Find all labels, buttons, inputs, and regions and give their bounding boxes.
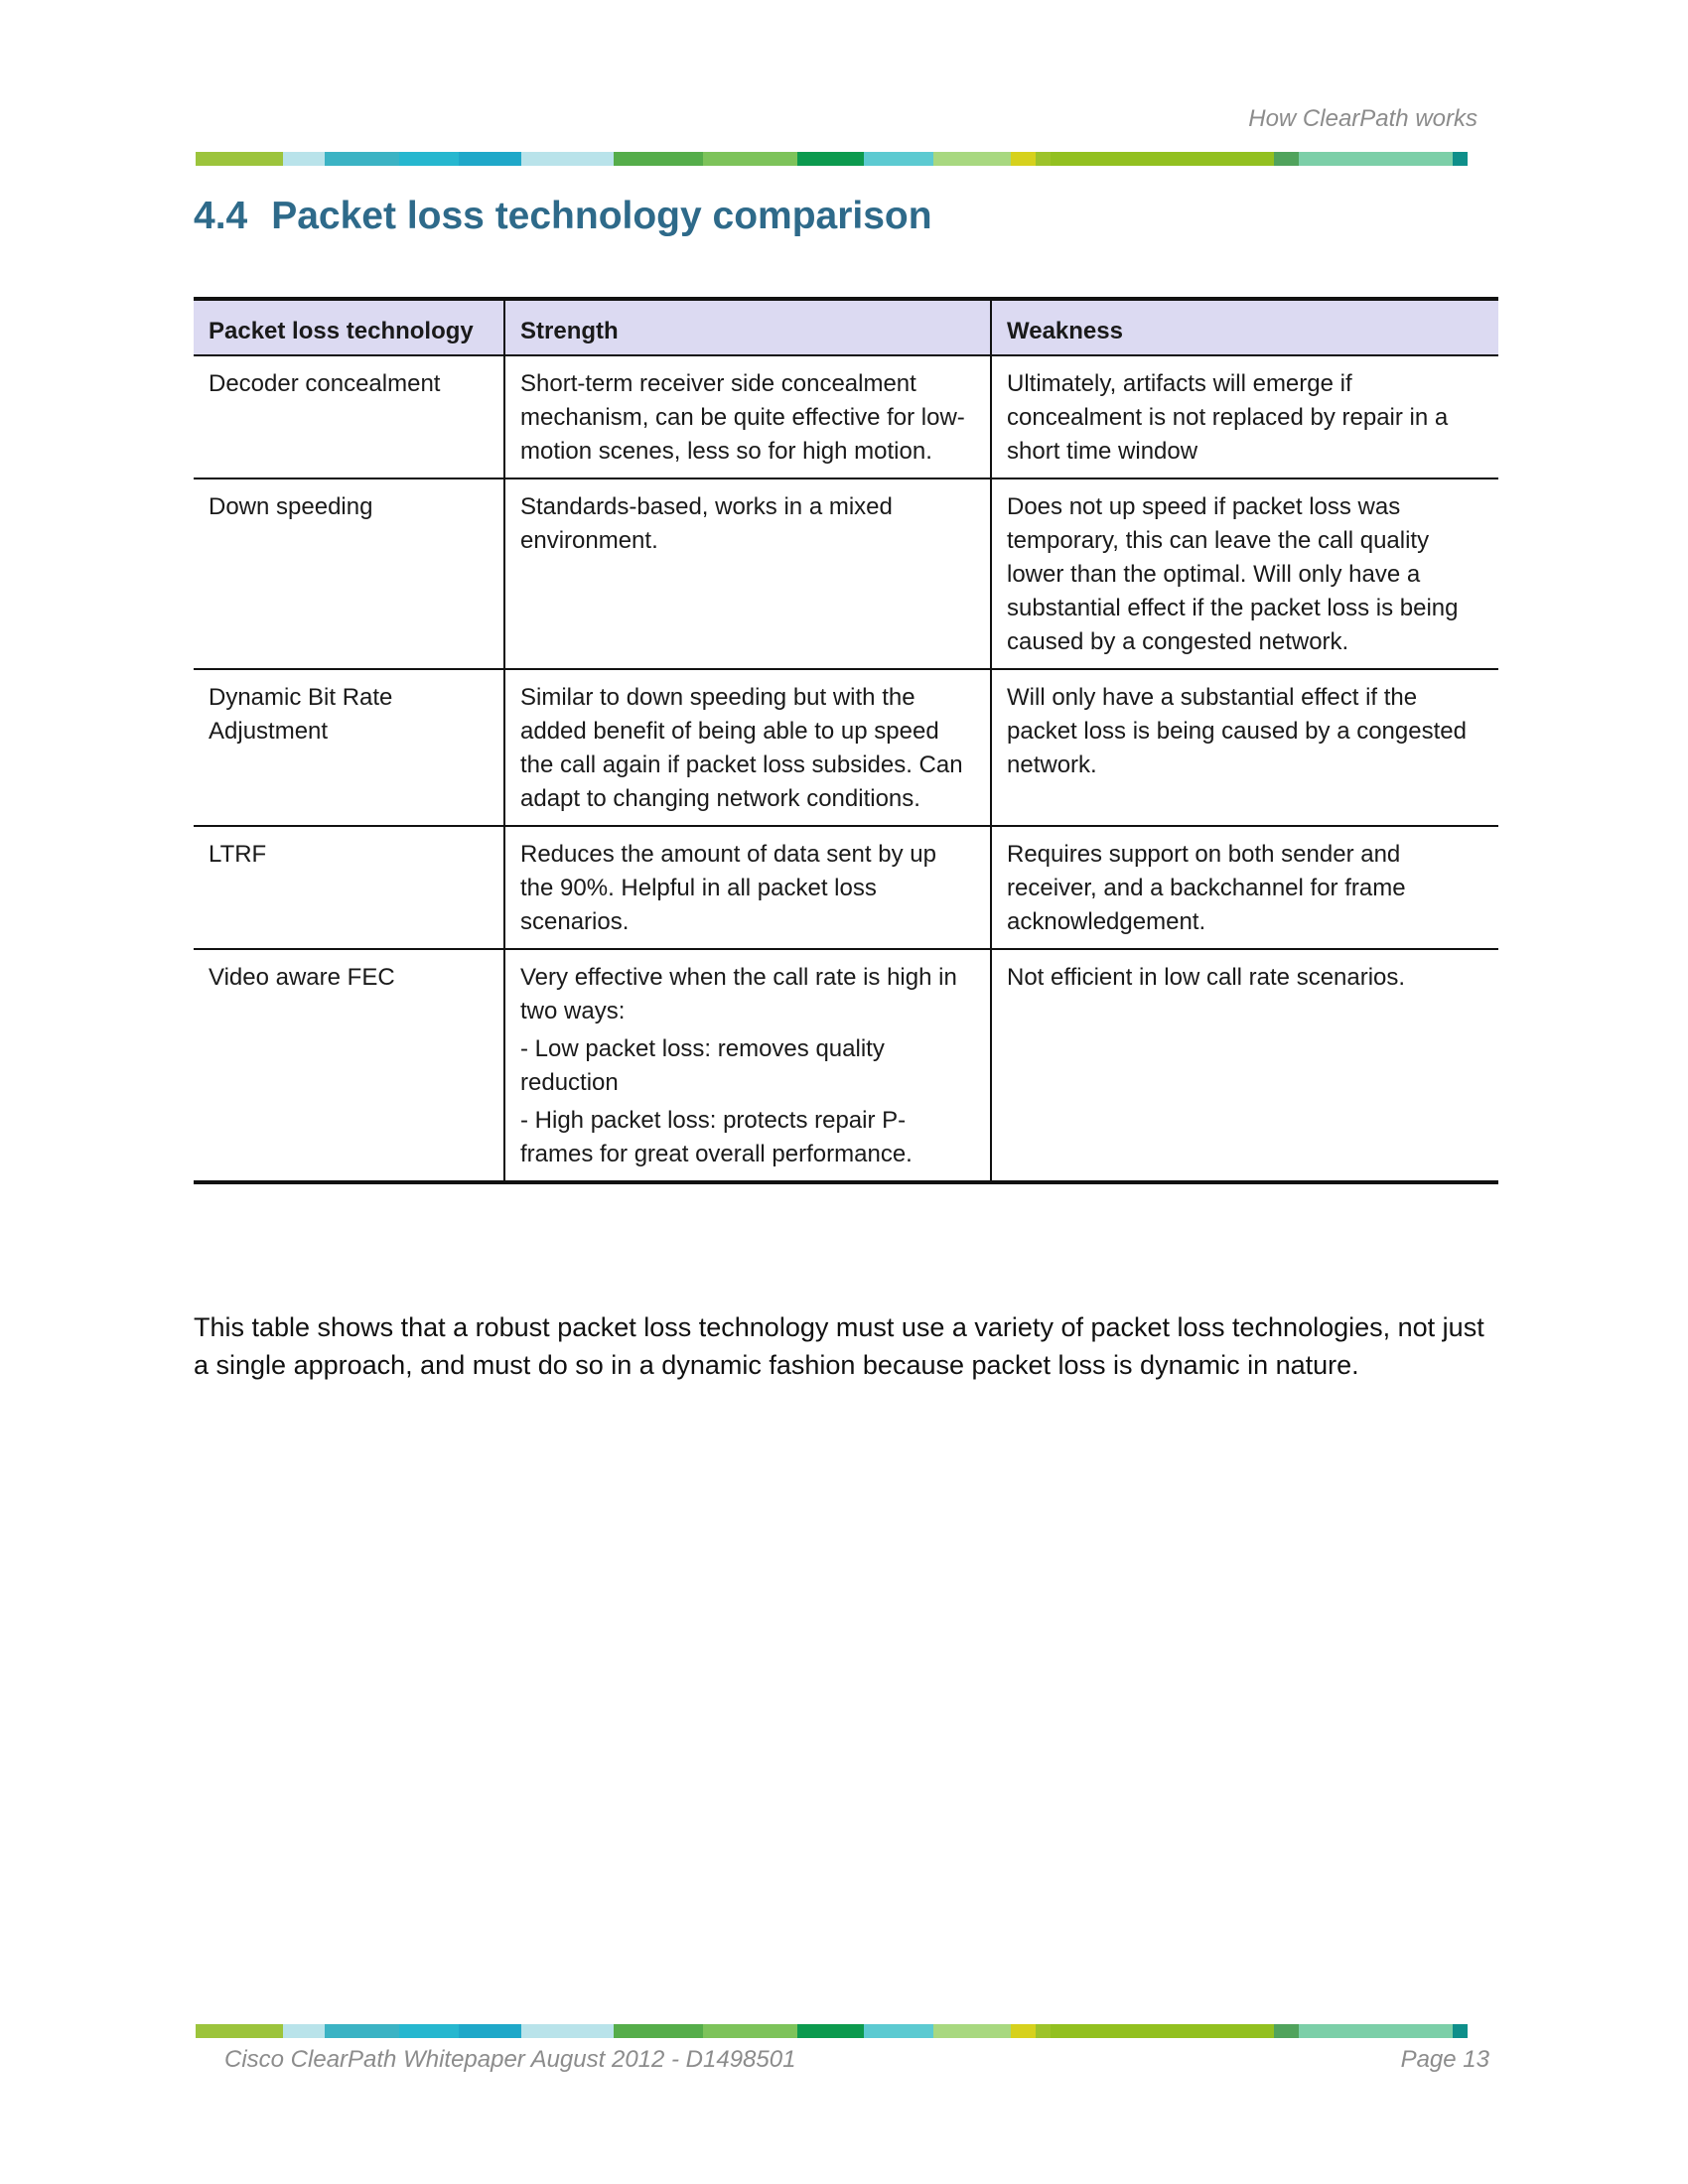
stripe-segment — [933, 2024, 1011, 2038]
stripe-segment — [1051, 2024, 1274, 2038]
body-paragraph: This table shows that a robust packet loss technology must use a variety of packet loss technologies, not just a single approach, and must do so in a dynamic fashion because packet loss is dynamic in nature. — [194, 1312, 1484, 1380]
stripe-segment — [1453, 152, 1468, 166]
stripe-segment — [614, 152, 703, 166]
column-header-weakness: Weakness — [991, 299, 1498, 355]
table-row — [194, 949, 1498, 1182]
footer-document-info: Cisco ClearPath Whitepaper August 2012 - D1498501 — [224, 2046, 796, 2073]
section-title: Packet loss technology comparison — [271, 195, 932, 237]
technology-cell: Down speeding — [194, 478, 504, 669]
table-row — [194, 355, 1498, 478]
column-header-technology: Packet loss technology — [194, 299, 504, 355]
comparison-table — [194, 297, 1498, 1184]
stripe-segment — [703, 152, 797, 166]
strength-cell — [504, 826, 991, 949]
running-header-title: How ClearPath works — [1248, 105, 1477, 132]
stripe-segment — [797, 2024, 864, 2038]
strength-cell — [504, 355, 991, 478]
stripe-segment — [864, 152, 933, 166]
stripe-segment — [399, 2024, 459, 2038]
column-header-strength: Strength — [504, 299, 991, 355]
stripe-segment — [797, 152, 864, 166]
section-heading — [194, 195, 932, 238]
bottom-color-stripe — [196, 2024, 1498, 2038]
stripe-segment — [196, 152, 283, 166]
technology-cell: Video aware FEC — [194, 949, 504, 1182]
weakness-cell: Ultimately, artifacts will emerge if concealment is not replaced by repair in a short time window — [991, 355, 1498, 478]
strength-cell — [504, 669, 991, 826]
strength-text: Similar to down speeding but with the added benefit of being able to up speed the call again if packet loss subsides. Can adapt to changing network conditions. — [520, 684, 963, 812]
stripe-segment — [1453, 2024, 1468, 2038]
strength-cell — [504, 949, 991, 1182]
stripe-segment — [1274, 152, 1299, 166]
stripe-segment — [283, 2024, 325, 2038]
stripe-segment — [614, 2024, 703, 2038]
stripe-segment — [1011, 152, 1036, 166]
technology-cell: Decoder concealment — [194, 355, 504, 478]
weakness-cell: Requires support on both sender and receiver, and a backchannel for frame acknowledgement. — [991, 826, 1498, 949]
stripe-segment — [1036, 152, 1051, 166]
footer-page-number: Page 13 — [1400, 2046, 1489, 2073]
table-header-row — [194, 299, 1498, 355]
technology-cell: LTRF — [194, 826, 504, 949]
stripe-segment — [864, 2024, 933, 2038]
strength-cell — [504, 478, 991, 669]
stripe-segment — [459, 2024, 521, 2038]
stripe-segment — [1036, 2024, 1051, 2038]
table-row — [194, 669, 1498, 826]
stripe-segment — [459, 152, 521, 166]
strength-text: Very effective when the call rate is high in two ways: — [520, 964, 957, 1024]
strength-bullet: - Low packet loss: removes quality reduction — [520, 1035, 885, 1096]
stripe-segment — [196, 2024, 283, 2038]
stripe-segment — [703, 2024, 797, 2038]
weakness-cell: Will only have a substantial effect if the packet loss is being caused by a congested network. — [991, 669, 1498, 826]
stripe-segment — [1274, 2024, 1299, 2038]
technology-cell: Dynamic Bit Rate Adjustment — [194, 669, 504, 826]
strength-text: Short-term receiver side concealment mechanism, can be quite effective for low-motion scenes, less so for high motion. — [520, 370, 965, 465]
weakness-cell: Does not up speed if packet loss was temporary, this can leave the call quality lower than the optimal. Will only have a substantial effect if the packet loss is being caused by a congested network. — [991, 478, 1498, 669]
strength-bullet: - High packet loss: protects repair P-frames for great overall performance. — [520, 1107, 913, 1167]
weakness-cell: Not efficient in low call rate scenarios. — [991, 949, 1498, 1182]
table-row — [194, 826, 1498, 949]
stripe-segment — [1299, 2024, 1453, 2038]
stripe-segment — [1299, 152, 1453, 166]
strength-text: Reduces the amount of data sent by up the 90%. Helpful in all packet loss scenarios. — [520, 841, 936, 935]
stripe-segment — [325, 2024, 399, 2038]
stripe-segment — [283, 152, 325, 166]
stripe-segment — [399, 152, 459, 166]
stripe-segment — [1011, 2024, 1036, 2038]
stripe-segment — [521, 2024, 614, 2038]
stripe-segment — [933, 152, 1011, 166]
stripe-segment — [1051, 152, 1274, 166]
stripe-segment — [325, 152, 399, 166]
table-row — [194, 478, 1498, 669]
stripe-segment — [521, 152, 614, 166]
strength-text: Standards-based, works in a mixed environment. — [520, 493, 893, 554]
section-number: 4.4 — [194, 195, 248, 237]
top-color-stripe — [196, 152, 1498, 166]
